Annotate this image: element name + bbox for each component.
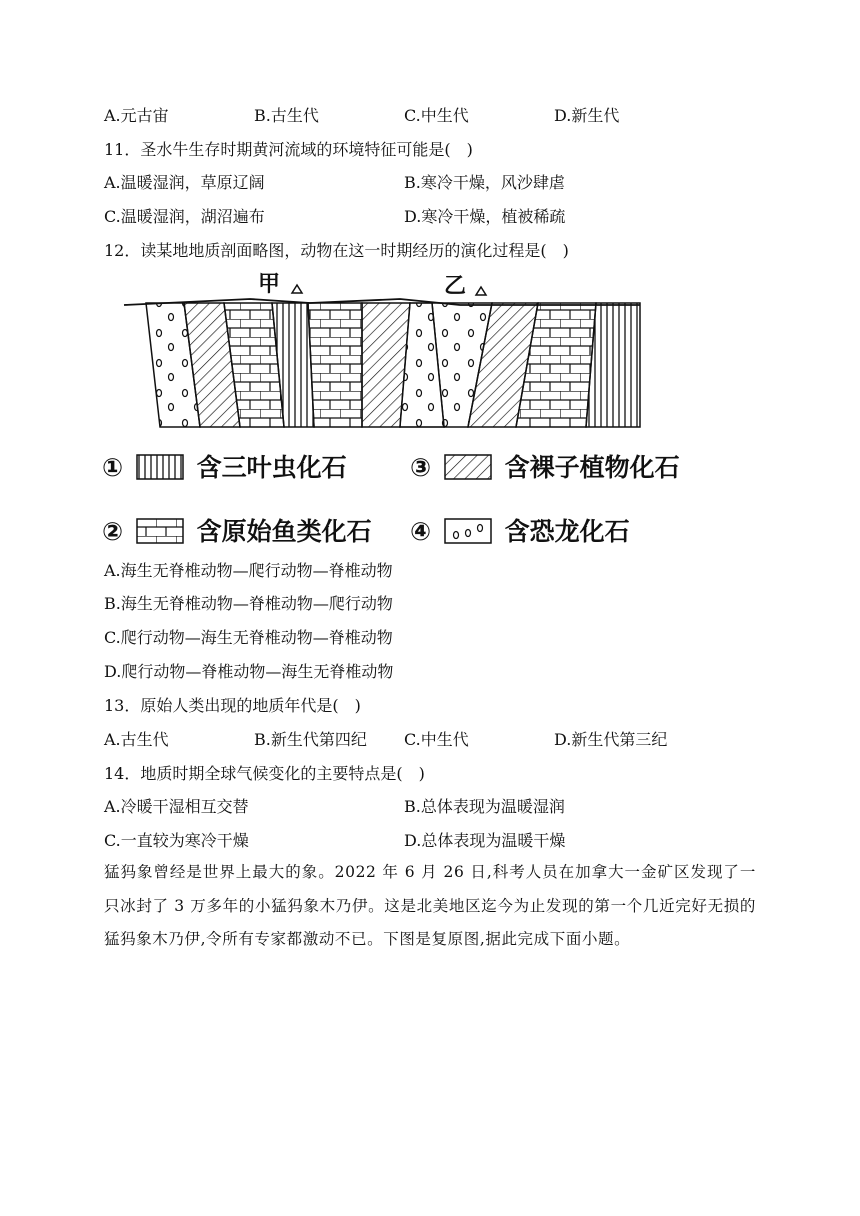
- q11-option-b: B.寒冷干燥，风沙肆虐: [404, 173, 565, 192]
- site-marker-jia: [292, 285, 302, 293]
- legend-number-4: ④: [410, 517, 432, 546]
- legend-number-3: ③: [410, 453, 432, 482]
- q11-option-a: A.温暖湿润，草原辽阔: [104, 173, 265, 192]
- q11-option-d: D.寒冷干燥，植被稀疏: [404, 207, 566, 226]
- stratum-fish-center: [308, 303, 362, 427]
- legend-text-dinosaur: 含恐龙化石: [504, 517, 630, 546]
- q12-option-c: C.爬行动物—海生无脊椎动物—脊椎动物: [104, 628, 393, 647]
- q14-option-c: C.一直较为寒冷干燥: [104, 831, 249, 850]
- legend-text-trilobite: 含三叶虫化石: [196, 453, 347, 482]
- site-marker-yi: [476, 287, 486, 295]
- q12-stem: 12．读某地地质剖面略图，动物在这一时期经历的演化过程是( ): [104, 241, 569, 260]
- legend-number-2: ②: [102, 517, 124, 546]
- q10-option-c: C.中生代: [404, 106, 469, 125]
- q14-option-d: D.总体表现为温暖干燥: [404, 831, 566, 850]
- legend-text-gymnosperm: 含裸子植物化石: [504, 453, 680, 482]
- legend-swatch-gymnosperm: [444, 454, 492, 480]
- q14-option-b: B.总体表现为温暖湿润: [404, 797, 565, 816]
- legend-text-fish: 含原始鱼类化石: [196, 517, 372, 546]
- site-label-jia: 甲: [258, 272, 281, 297]
- q14-option-a: A.冷暖干湿相互交替: [104, 797, 249, 816]
- legend-swatch-trilobite: [136, 454, 184, 480]
- q11-option-c: C.温暖湿润，湖沼遍布: [104, 207, 265, 226]
- q10-option-a: A.元古宙: [104, 106, 169, 125]
- q13-option-a: A.古生代: [104, 730, 169, 749]
- stratum-trilobite-right: [586, 303, 640, 427]
- q12-option-a: A.海生无脊椎动物—爬行动物—脊椎动物: [104, 561, 393, 580]
- q13-option-d: D.新生代第三纪: [554, 730, 668, 749]
- q14-stem: 14．地质时期全球气候变化的主要特点是( ): [104, 764, 425, 783]
- q11-stem: 11．圣水牛生存时期黄河流域的环境特征可能是( ): [104, 140, 473, 159]
- q12-option-d: D.爬行动物—脊椎动物—海生无脊椎动物: [104, 662, 394, 681]
- legend-number-1: ①: [102, 453, 124, 482]
- site-label-yi: 乙: [444, 274, 467, 299]
- q13-option-c: C.中生代: [404, 730, 469, 749]
- legend-item-trilobite: [102, 453, 347, 483]
- legend-swatch-dinosaur: [444, 518, 492, 544]
- legend-item-fish: [102, 517, 372, 547]
- q10-option-d: D.新生代: [554, 106, 620, 125]
- geologic-section-figure: [100, 265, 710, 555]
- q13-stem: 13．原始人类出现的地质年代是( ): [104, 696, 361, 715]
- geologic-section-diagram: [100, 265, 710, 435]
- legend-item-dinosaur: [410, 517, 630, 547]
- legend-swatch-fish: [136, 518, 184, 544]
- q12-option-b: B.海生无脊椎动物—脊椎动物—爬行动物: [104, 594, 393, 613]
- q13-option-b: B.新生代第四纪: [254, 730, 367, 749]
- mammoth-passage: 猛犸象曾经是世界上最大的象。2022 年 6 月 26 日,科考人员在加拿大一金矿区发现了一只冰封了 3 万多年的小猛犸象木乃伊。这是北美地区迄今为止发现的第一个几近完好无损的猛犸象木乃伊,令所有专家都激动不已。下图是复原图,据此完成下面小题。: [104, 863, 756, 948]
- legend-item-gymnosperm: [410, 453, 680, 483]
- q10-option-b: B.古生代: [254, 106, 319, 125]
